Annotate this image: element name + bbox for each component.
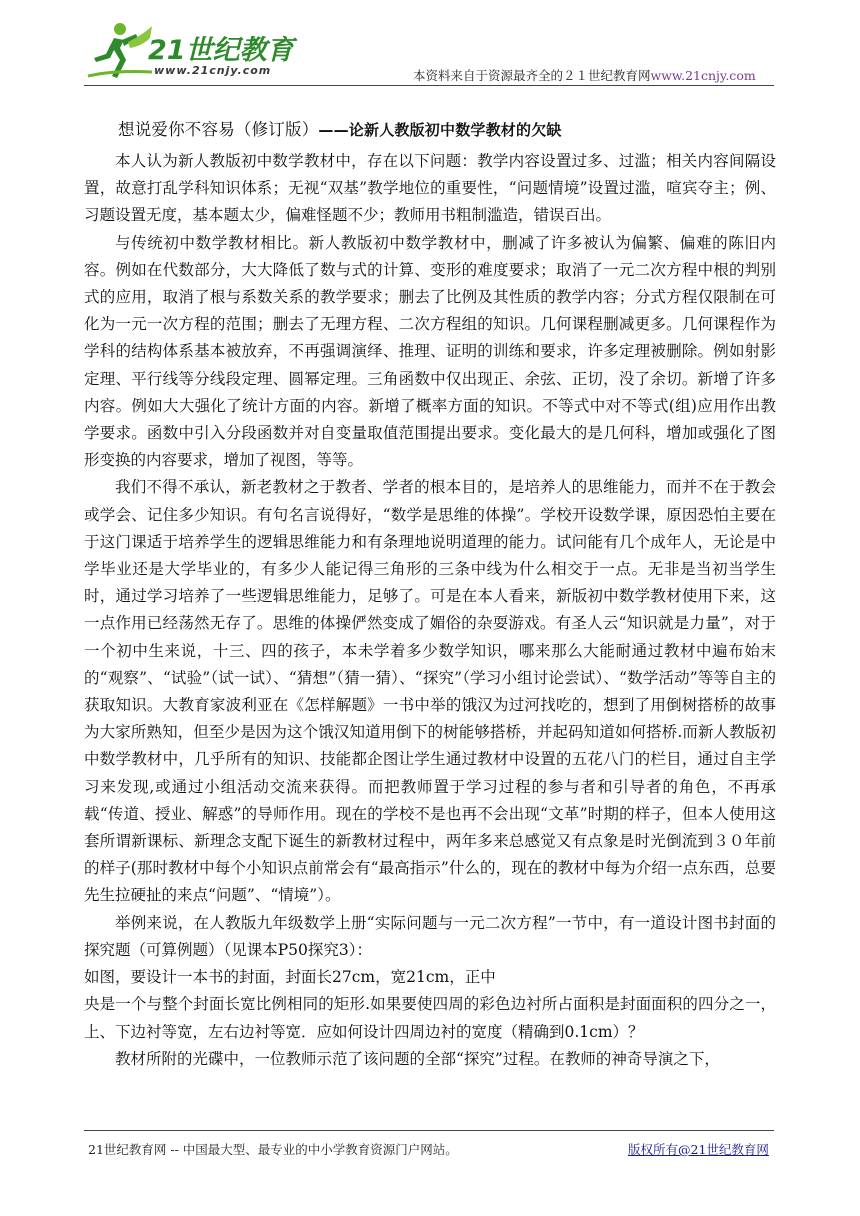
problem-line-1: 如图，要设计一本书的封面，封面长27cm，宽21cm，正中 — [84, 968, 496, 987]
paragraph-1: 本人认为新人教版初中数学教材中，存在以下问题：教学内容设置过多、过滥；相关内容间隔设置，故意打乱学科知识体系；无视“双基”教学地位的重要性，“问题情境”设置过滥，喧宾夺主；例、习题设置无度，基本题太少，偏难怪题不少；教师用书粗制滥造，错误百出。 — [84, 152, 776, 225]
paragraph-2: 与传统初中数学教材相比。新人教版初中数学教材中，删减了许多被认为偏繁、偏难的陈旧内容。例如在代数部分，大大降低了数与式的计算、变形的难度要求；取消了一元二次方程中根的判别式的应用，取消了根与系数关系的教学要求；删去了比例及其性质的教学内容；分式方程仅限制在可化为一元一次方程的范围；删去了无理方程、二次方程组的知识。几何课程删减更多。几何课程作为学科的结构体系基本被放弃，不再强调演绎、推理、证明的训练和要求，许多定理被删除。例如射影定理、平行线等分线段定理、圆幂定理。三角函数中仅出现正、余弦、正切，没了余切。新增了许多内容。例如大大强化了统计方面的内容。新增了概率方面的知识。不等式中对不等式(组)应用作出教学要求。函数中引入分段函数并对自变量取值范围提出要求。变化最大的是几何科，增加或强化了图形变换的内容要求，增加了视图，等等。 — [84, 233, 776, 470]
article-title-main: 想说爱你不容易（修订版） — [118, 120, 319, 139]
paragraph-5: 教材所附的光碟中，一位教师示范了该问题的全部“探究”过程。在教师的神奇导演之下， — [115, 1049, 720, 1068]
article-title — [118, 116, 776, 140]
paragraph-4: 举例来说，在人教版九年级数学上册“实际问题与一元二次方程”一节中，有一道设计图书封面的探究题（可算例题）（见课本P50探究3）： — [84, 913, 776, 959]
site-logo — [84, 20, 304, 82]
problem-line-2: 央是一个与整个封面长宽比例相同的矩形.如果要使四周的彩色边衬所占面积是封面面积的四分之一，上、下边衬等宽，左右边衬等宽．应如何设计四周边衬的宽度（精确到0.1cm）？ — [84, 995, 776, 1041]
logo-url: www.21cnjy.com — [154, 64, 272, 77]
logo-text: 21世纪教育 — [148, 35, 294, 66]
article-title-sub: ——论新人教版初中数学教材的欠缺 — [318, 121, 562, 139]
header-note-text: 本资料来自于资源最齐全的２１世纪教育网 — [413, 68, 651, 83]
header-source-note — [413, 66, 756, 84]
paragraph-3: 我们不得不承认，新老教材之于教者、学者的根本目的，是培养人的思维能力，而并不在于教会或学会、记住多少知识。有句名言说得好，“数学是思维的体操”。学校开设数学课，原因恐怕主要在于这门课适于培养学生的逻辑思维能力和有条理地说明道理的能力。试问能有几个成年人，无论是中学毕业还是大学毕业的，有多少人能记得三角形的三条中线为什么相交于一点。无非是当初当学生时，通过学习培养了一些逻辑思维能力，足够了。可是在本人看来，新版初中数学教材使用下来，这一点作用已经荡然无存了。思维的体操俨然变成了媚俗的杂耍游戏。有圣人云“知识就是力量”，对于一个初中生来说，十三、四的孩子，本未学着多少数学知识，哪来那么大能耐通过教材中遍布始末的“观察”、“试验”（试一试）、“猜想”（猜一猜）、“探究”（学习小组讨论尝试）、“数学活动”等等自主的获取知识。大教育家波利亚在《怎样解题》一书中举的饿汉为过河找吃的，想到了用倒树搭桥的故事为大家所熟知，但至少是因为这个饿汉知道用倒下的树能够搭桥，并起码知道如何搭桥.而新人教版初中数学教材中，几乎所有的知识、技能都企图让学生通过教材中设置的五花八门的栏目，通过自主学习来发现,或通过小组活动交流来获得。而把教师置于学习过程的参与者和引导者的角色，不再承载“传道、授业、解惑”的导师作用。现在的学校不是也再不会出现“文革”时期的样子，但本人使用这套所谓新课标、新理念支配下诞生的新教材过程中，两年多来总感觉又有点象是时光倒流到３０年前的样子(那时教材中每个小知识点前常会有“最高指示”什么的，现在的教材中每为介绍一点东西，总要先生拉硬扯的来点“问题”、“情境”）。 — [84, 478, 776, 905]
footer-divider — [84, 1130, 774, 1131]
runner-logo-icon — [84, 20, 154, 82]
article-body — [84, 116, 776, 1073]
page-header — [0, 0, 860, 90]
footer-site-note: 21世纪教育网 -- 中国最大型、最专业的中小学教育资源门户网站。 — [88, 1142, 458, 1157]
footer-copyright-link[interactable]: 版权所有@21世纪教育网 — [628, 1142, 769, 1157]
header-note-link[interactable]: www.21cnjy.com — [650, 68, 756, 83]
header-divider — [84, 85, 774, 86]
